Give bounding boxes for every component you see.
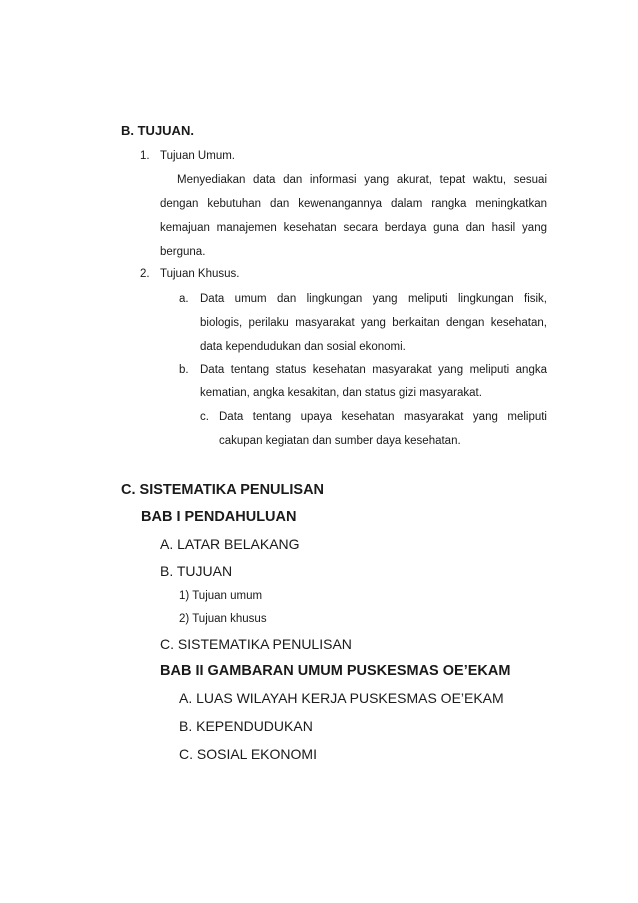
bab-2-item-a: A. LUAS WILAYAH KERJA PUSKESMAS OE’EKAM xyxy=(179,690,504,706)
item-1-label: 1. xyxy=(140,150,150,162)
bab-1-subitem-2: 2) Tujuan khusus xyxy=(179,613,267,625)
subitem-c-line-1: Data tentang upaya kesehatan masyarakat yang meliputi xyxy=(219,411,547,423)
item-1 xyxy=(140,150,235,162)
subitem-b-line-1: Data tentang status kesehatan masyarakat yang meliputi angka xyxy=(200,364,547,376)
bab-1-item-c: C. SISTEMATIKA PENULISAN xyxy=(160,636,352,652)
item-1-line-2: dengan kebutuhan dan kewenangannya dalam rangka meningkatkan xyxy=(160,198,547,210)
subitem-b-line-2: kematian, angka kesakitan, dan status gizi masyarakat. xyxy=(200,387,482,399)
bab-1-title: BAB I PENDAHULUAN xyxy=(141,509,297,525)
subitem-a-line-2: biologis, perilaku masyarakat yang berkaitan dengan kesehatan, xyxy=(200,317,547,329)
bab-1-item-b: B. TUJUAN xyxy=(160,563,233,579)
subitem-c-line-2: cakupan kegiatan dan sumber daya kesehatan. xyxy=(219,435,461,447)
item-2-label: 2. xyxy=(140,268,150,280)
subitem-a-line-1: Data umum dan lingkungan yang meliputi lingkungan fisik, xyxy=(200,293,547,305)
subitem-a-line-3: data kependudukan dan sosial ekonomi. xyxy=(200,341,406,353)
section-b-heading: B. TUJUAN. xyxy=(121,123,194,138)
bab-2-item-c: C. SOSIAL EKONOMI xyxy=(179,746,317,762)
item-1-line-3: kemajuan manajemen kesehatan secara berdaya guna dan hasil yang xyxy=(160,222,547,234)
item-1-line-1: Menyediakan data dan informasi yang akurat, tepat waktu, sesuai xyxy=(177,174,547,186)
item-2 xyxy=(140,268,239,280)
bab-1-item-a: A. LATAR BELAKANG xyxy=(160,536,300,552)
item-1-line-4: berguna. xyxy=(160,246,206,258)
subitem-b-label: b. xyxy=(179,364,189,376)
bab-2-item-b: B. KEPENDUDUKAN xyxy=(179,718,313,734)
subitem-c-label: c. xyxy=(200,411,209,423)
item-1-title: Tujuan Umum. xyxy=(160,150,235,162)
item-2-title: Tujuan Khusus. xyxy=(160,268,240,280)
bab-2-title: BAB II GAMBARAN UMUM PUSKESMAS OE’EKAM xyxy=(160,663,511,679)
bab-1-subitem-1: 1) Tujuan umum xyxy=(179,590,263,602)
section-c-heading: C. SISTEMATIKA PENULISAN xyxy=(121,482,325,498)
subitem-a-label: a. xyxy=(179,293,189,305)
